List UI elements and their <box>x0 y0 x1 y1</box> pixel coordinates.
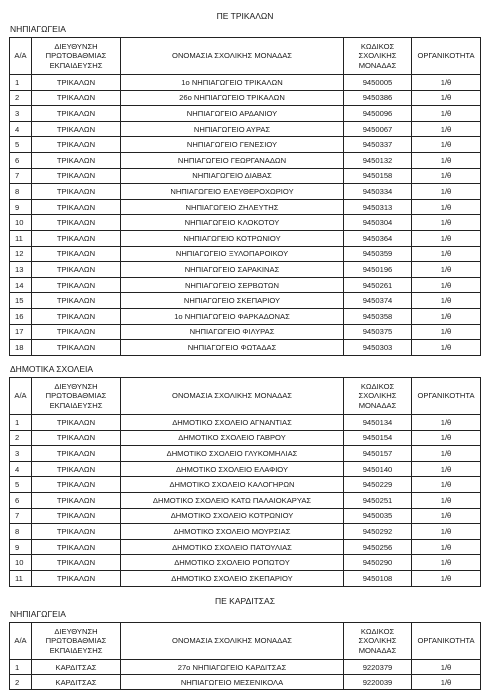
cell-directorate: ΤΡΙΚΑΛΩΝ <box>32 415 121 431</box>
cell-school-name: ΝΗΠΙΑΓΩΓΕΙΟ ΦΙΛΥΡΑΣ <box>121 324 344 340</box>
cell-code: 9450108 <box>344 570 412 586</box>
cell-code: 9450313 <box>344 199 412 215</box>
cell-num: 6 <box>10 492 32 508</box>
header-code: ΚΩΔΙΚΟΣ ΣΧΟΛΙΚΗΣ ΜΟΝΑΔΑΣ <box>344 623 412 660</box>
cell-num: 14 <box>10 277 32 293</box>
header-num: Α/Α <box>10 378 32 415</box>
cell-num: 4 <box>10 121 32 137</box>
cell-code: 9450303 <box>344 340 412 356</box>
table-row <box>10 492 481 508</box>
cell-school-name: ΝΗΠΙΑΓΩΓΕΙΟ ΚΛΟΚΟΤΟΥ <box>121 215 344 231</box>
cell-num: 11 <box>10 230 32 246</box>
cell-code: 9220039 <box>344 675 412 690</box>
cell-num: 13 <box>10 262 32 278</box>
cell-directorate: ΤΡΙΚΑΛΩΝ <box>32 492 121 508</box>
cell-code: 9450005 <box>344 75 412 91</box>
cell-organikotita: 1/θ <box>412 539 481 555</box>
table-row <box>10 570 481 586</box>
cell-num: 1 <box>10 415 32 431</box>
cell-num: 10 <box>10 215 32 231</box>
cell-organikotita: 1/θ <box>412 106 481 122</box>
header-num: Α/Α <box>10 38 32 75</box>
table-row <box>10 555 481 571</box>
cell-school-name: ΔΗΜΟΤΙΚΟ ΣΧΟΛΕΙΟ ΓΑΒΡΟΥ <box>121 430 344 446</box>
cell-code: 9450096 <box>344 106 412 122</box>
karditsa-kindergartens-table <box>9 622 481 690</box>
cell-directorate: ΚΑΡΔΙΤΣΑΣ <box>32 660 121 675</box>
trikala-heading: ΠΕ ΤΡΙΚΑΛΩΝ <box>216 11 274 21</box>
cell-school-name: ΝΗΠΙΑΓΩΓΕΙΟ ΣΑΡΑΚΙΝΑΣ <box>121 262 344 278</box>
trikala-primary-table <box>9 377 481 587</box>
header-organikotita: ΟΡΓΑΝΙΚΟΤΗΤΑ <box>412 623 481 660</box>
table-row <box>10 106 481 122</box>
cell-school-name: 1ο ΝΗΠΙΑΓΩΓΕΙΟ ΤΡΙΚΑΛΩΝ <box>121 75 344 91</box>
cell-school-name: ΔΗΜΟΤΙΚΟ ΣΧΟΛΕΙΟ ΠΑΤΟΥΛΙΑΣ <box>121 539 344 555</box>
cell-num: 4 <box>10 461 32 477</box>
cell-directorate: ΤΡΙΚΑΛΩΝ <box>32 168 121 184</box>
cell-organikotita: 1/θ <box>412 184 481 200</box>
cell-school-name: 1ο ΝΗΠΙΑΓΩΓΕΙΟ ΦΑΡΚΑΔΟΝΑΣ <box>121 308 344 324</box>
cell-organikotita: 1/θ <box>412 524 481 540</box>
cell-organikotita: 1/θ <box>412 415 481 431</box>
cell-organikotita: 1/θ <box>412 215 481 231</box>
trikala-primary-title: ΔΗΜΟΤΙΚΑ ΣΧΟΛΕΙΑ <box>10 364 94 374</box>
cell-organikotita: 1/θ <box>412 675 481 690</box>
karditsa-heading: ΠΕ ΚΑΡΔΙΤΣΑΣ <box>215 596 275 606</box>
table-row <box>10 524 481 540</box>
cell-organikotita: 1/θ <box>412 324 481 340</box>
cell-organikotita: 1/θ <box>412 199 481 215</box>
cell-code: 9450359 <box>344 246 412 262</box>
cell-code: 9450035 <box>344 508 412 524</box>
cell-organikotita: 1/θ <box>412 121 481 137</box>
cell-directorate: ΤΡΙΚΑΛΩΝ <box>32 430 121 446</box>
cell-organikotita: 1/θ <box>412 555 481 571</box>
cell-organikotita: 1/θ <box>412 446 481 462</box>
cell-directorate: ΤΡΙΚΑΛΩΝ <box>32 246 121 262</box>
cell-organikotita: 1/θ <box>412 137 481 153</box>
cell-num: 2 <box>10 430 32 446</box>
table-body <box>10 415 481 587</box>
cell-num: 1 <box>10 75 32 91</box>
cell-directorate: ΤΡΙΚΑΛΩΝ <box>32 215 121 231</box>
header-code: ΚΩΔΙΚΟΣ ΣΧΟΛΙΚΗΣ ΜΟΝΑΔΑΣ <box>344 378 412 415</box>
table-row <box>10 446 481 462</box>
table-row <box>10 168 481 184</box>
cell-code: 9450374 <box>344 293 412 309</box>
cell-code: 9450375 <box>344 324 412 340</box>
cell-directorate: ΤΡΙΚΑΛΩΝ <box>32 508 121 524</box>
cell-directorate: ΤΡΙΚΑΛΩΝ <box>32 570 121 586</box>
cell-code: 9450337 <box>344 137 412 153</box>
cell-organikotita: 1/θ <box>412 477 481 493</box>
cell-code: 9450157 <box>344 446 412 462</box>
cell-school-name: ΝΗΠΙΑΓΩΓΕΙΟ ΣΕΡΒΩΤΩΝ <box>121 277 344 293</box>
cell-organikotita: 1/θ <box>412 461 481 477</box>
cell-directorate: ΤΡΙΚΑΛΩΝ <box>32 461 121 477</box>
cell-organikotita: 1/θ <box>412 430 481 446</box>
cell-num: 1 <box>10 660 32 675</box>
cell-organikotita: 1/θ <box>412 230 481 246</box>
cell-num: 3 <box>10 106 32 122</box>
cell-num: 10 <box>10 555 32 571</box>
table-row <box>10 508 481 524</box>
cell-school-name: ΝΗΠΙΑΓΩΓΕΙΟ ΓΕΩΡΓΑΝΑΔΩΝ <box>121 152 344 168</box>
table-row <box>10 675 481 690</box>
cell-school-name: ΝΗΠΙΑΓΩΓΕΙΟ ΓΕΝΕΣΙΟΥ <box>121 137 344 153</box>
cell-code: 9450304 <box>344 215 412 231</box>
cell-organikotita: 1/θ <box>412 570 481 586</box>
cell-num: 2 <box>10 90 32 106</box>
header-directorate: ΔΙΕΥΘΥΝΣΗ ΠΡΩΤΟΒΑΘΜΙΑΣ ΕΚΠΑΙΔΕΥΣΗΣ <box>32 378 121 415</box>
cell-school-name: ΝΗΠΙΑΓΩΓΕΙΟ ΑΥΡΑΣ <box>121 121 344 137</box>
table-row <box>10 121 481 137</box>
cell-directorate: ΤΡΙΚΑΛΩΝ <box>32 262 121 278</box>
cell-num: 6 <box>10 152 32 168</box>
cell-directorate: ΤΡΙΚΑΛΩΝ <box>32 340 121 356</box>
cell-school-name: ΔΗΜΟΤΙΚΟ ΣΧΟΛΕΙΟ ΓΛΥΚΟΜΗΛΙΑΣ <box>121 446 344 462</box>
cell-code: 9450386 <box>344 90 412 106</box>
table-row <box>10 199 481 215</box>
cell-school-name: ΝΗΠΙΑΓΩΓΕΙΟ ΦΩΤΑΔΑΣ <box>121 340 344 356</box>
header-num: Α/Α <box>10 623 32 660</box>
cell-code: 9450358 <box>344 308 412 324</box>
cell-organikotita: 1/θ <box>412 308 481 324</box>
header-organikotita: ΟΡΓΑΝΙΚΟΤΗΤΑ <box>412 38 481 75</box>
cell-school-name: ΔΗΜΟΤΙΚΟ ΣΧΟΛΕΙΟ ΚΟΤΡΩΝΙΟΥ <box>121 508 344 524</box>
cell-directorate: ΤΡΙΚΑΛΩΝ <box>32 137 121 153</box>
trikala-kindergartens-title: ΝΗΠΙΑΓΩΓΕΙΑ <box>10 24 66 34</box>
cell-directorate: ΤΡΙΚΑΛΩΝ <box>32 446 121 462</box>
table-row <box>10 430 481 446</box>
table-row <box>10 75 481 91</box>
cell-school-name: 27ο ΝΗΠΙΑΓΩΓΕΙΟ ΚΑΡΔΙΤΣΑΣ <box>121 660 344 675</box>
cell-organikotita: 1/θ <box>412 168 481 184</box>
header-code: ΚΩΔΙΚΟΣ ΣΧΟΛΙΚΗΣ ΜΟΝΑΔΑΣ <box>344 38 412 75</box>
cell-school-name: ΝΗΠΙΑΓΩΓΕΙΟ ΔΙΑΒΑΣ <box>121 168 344 184</box>
table-row <box>10 415 481 431</box>
cell-organikotita: 1/θ <box>412 75 481 91</box>
cell-num: 7 <box>10 508 32 524</box>
cell-num: 8 <box>10 184 32 200</box>
table-row <box>10 230 481 246</box>
cell-code: 9450067 <box>344 121 412 137</box>
cell-directorate: ΤΡΙΚΑΛΩΝ <box>32 121 121 137</box>
cell-code: 9450251 <box>344 492 412 508</box>
cell-num: 18 <box>10 340 32 356</box>
cell-num: 9 <box>10 539 32 555</box>
cell-school-name: ΔΗΜΟΤΙΚΟ ΣΧΟΛΕΙΟ ΜΟΥΡΣΙΑΣ <box>121 524 344 540</box>
table-row <box>10 152 481 168</box>
cell-code: 9450229 <box>344 477 412 493</box>
cell-organikotita: 1/θ <box>412 293 481 309</box>
cell-code: 9450292 <box>344 524 412 540</box>
cell-directorate: ΤΡΙΚΑΛΩΝ <box>32 277 121 293</box>
table-row <box>10 246 481 262</box>
cell-code: 9450140 <box>344 461 412 477</box>
cell-directorate: ΤΡΙΚΑΛΩΝ <box>32 308 121 324</box>
cell-code: 9450334 <box>344 184 412 200</box>
cell-school-name: ΔΗΜΟΤΙΚΟ ΣΧΟΛΕΙΟ ΑΓΝΑΝΤΙΑΣ <box>121 415 344 431</box>
cell-organikotita: 1/θ <box>412 152 481 168</box>
cell-code: 9450261 <box>344 277 412 293</box>
cell-school-name: ΝΗΠΙΑΓΩΓΕΙΟ ΖΗΛΕΥΤΗΣ <box>121 199 344 215</box>
cell-num: 3 <box>10 446 32 462</box>
cell-directorate: ΚΑΡΔΙΤΣΑΣ <box>32 675 121 690</box>
cell-directorate: ΤΡΙΚΑΛΩΝ <box>32 539 121 555</box>
cell-code: 9220379 <box>344 660 412 675</box>
cell-directorate: ΤΡΙΚΑΛΩΝ <box>32 477 121 493</box>
cell-directorate: ΤΡΙΚΑΛΩΝ <box>32 90 121 106</box>
table-body <box>10 75 481 356</box>
cell-num: 8 <box>10 524 32 540</box>
cell-school-name: 26ο ΝΗΠΙΑΓΩΓΕΙΟ ΤΡΙΚΑΛΩΝ <box>121 90 344 106</box>
cell-num: 5 <box>10 477 32 493</box>
table-row <box>10 660 481 675</box>
cell-organikotita: 1/θ <box>412 246 481 262</box>
table-row <box>10 477 481 493</box>
cell-directorate: ΤΡΙΚΑΛΩΝ <box>32 199 121 215</box>
cell-school-name: ΔΗΜΟΤΙΚΟ ΣΧΟΛΕΙΟ ΡΟΠΩΤΟΥ <box>121 555 344 571</box>
table-row <box>10 461 481 477</box>
cell-num: 7 <box>10 168 32 184</box>
cell-directorate: ΤΡΙΚΑΛΩΝ <box>32 230 121 246</box>
cell-school-name: ΝΗΠΙΑΓΩΓΕΙΟ ΕΛΕΥΘΕΡΟΧΩΡΙΟΥ <box>121 184 344 200</box>
cell-code: 9450290 <box>344 555 412 571</box>
cell-school-name: ΝΗΠΙΑΓΩΓΕΙΟ ΑΡΔΑΝΙΟΥ <box>121 106 344 122</box>
cell-directorate: ΤΡΙΚΑΛΩΝ <box>32 152 121 168</box>
cell-directorate: ΤΡΙΚΑΛΩΝ <box>32 184 121 200</box>
table-row <box>10 277 481 293</box>
cell-code: 9450132 <box>344 152 412 168</box>
karditsa-kindergartens-title: ΝΗΠΙΑΓΩΓΕΙΑ <box>10 609 66 619</box>
cell-school-name: ΔΗΜΟΤΙΚΟ ΣΧΟΛΕΙΟ ΣΚΕΠΑΡΙΟΥ <box>121 570 344 586</box>
table-row <box>10 308 481 324</box>
cell-organikotita: 1/θ <box>412 340 481 356</box>
cell-code: 9450134 <box>344 415 412 431</box>
header-school-name: ΟΝΟΜΑΣΙΑ ΣΧΟΛΙΚΗΣ ΜΟΝΑΔΑΣ <box>121 38 344 75</box>
table-header-row <box>10 623 481 660</box>
header-organikotita: ΟΡΓΑΝΙΚΟΤΗΤΑ <box>412 378 481 415</box>
cell-code: 9450158 <box>344 168 412 184</box>
cell-num: 16 <box>10 308 32 324</box>
cell-num: 9 <box>10 199 32 215</box>
cell-num: 15 <box>10 293 32 309</box>
cell-school-name: ΝΗΠΙΑΓΩΓΕΙΟ ΚΟΤΡΩΝΙΟΥ <box>121 230 344 246</box>
header-school-name: ΟΝΟΜΑΣΙΑ ΣΧΟΛΙΚΗΣ ΜΟΝΑΔΑΣ <box>121 623 344 660</box>
cell-school-name: ΔΗΜΟΤΙΚΟ ΣΧΟΛΕΙΟ ΚΑΤΩ ΠΑΛΑΙΟΚΑΡΥΑΣ <box>121 492 344 508</box>
table-header-row <box>10 38 481 75</box>
trikala-kindergartens-table <box>9 37 481 356</box>
header-directorate: ΔΙΕΥΘΥΝΣΗ ΠΡΩΤΟΒΑΘΜΙΑΣ ΕΚΠΑΙΔΕΥΣΗΣ <box>32 38 121 75</box>
table-row <box>10 262 481 278</box>
table-body <box>10 660 481 690</box>
cell-school-name: ΔΗΜΟΤΙΚΟ ΣΧΟΛΕΙΟ ΚΑΛΟΓΗΡΩΝ <box>121 477 344 493</box>
cell-num: 2 <box>10 675 32 690</box>
cell-organikotita: 1/θ <box>412 492 481 508</box>
cell-organikotita: 1/θ <box>412 508 481 524</box>
cell-code: 9450196 <box>344 262 412 278</box>
header-school-name: ΟΝΟΜΑΣΙΑ ΣΧΟΛΙΚΗΣ ΜΟΝΑΔΑΣ <box>121 378 344 415</box>
cell-num: 12 <box>10 246 32 262</box>
cell-num: 11 <box>10 570 32 586</box>
cell-school-name: ΝΗΠΙΑΓΩΓΕΙΟ ΜΕΣΕΝΙΚΟΛΑ <box>121 675 344 690</box>
cell-organikotita: 1/θ <box>412 660 481 675</box>
cell-directorate: ΤΡΙΚΑΛΩΝ <box>32 555 121 571</box>
table-row <box>10 137 481 153</box>
table-header-row <box>10 378 481 415</box>
cell-organikotita: 1/θ <box>412 277 481 293</box>
cell-directorate: ΤΡΙΚΑΛΩΝ <box>32 293 121 309</box>
table-row <box>10 90 481 106</box>
table-row <box>10 215 481 231</box>
table-row <box>10 340 481 356</box>
cell-directorate: ΤΡΙΚΑΛΩΝ <box>32 106 121 122</box>
cell-school-name: ΝΗΠΙΑΓΩΓΕΙΟ ΞΥΛΟΠΑΡΟΙΚΟΥ <box>121 246 344 262</box>
cell-num: 17 <box>10 324 32 340</box>
cell-directorate: ΤΡΙΚΑΛΩΝ <box>32 75 121 91</box>
cell-organikotita: 1/θ <box>412 90 481 106</box>
cell-directorate: ΤΡΙΚΑΛΩΝ <box>32 524 121 540</box>
header-directorate: ΔΙΕΥΘΥΝΣΗ ΠΡΩΤΟΒΑΘΜΙΑΣ ΕΚΠΑΙΔΕΥΣΗΣ <box>32 623 121 660</box>
table-row <box>10 324 481 340</box>
cell-code: 9450364 <box>344 230 412 246</box>
cell-code: 9450256 <box>344 539 412 555</box>
cell-school-name: ΔΗΜΟΤΙΚΟ ΣΧΟΛΕΙΟ ΕΛΑΦΙΟΥ <box>121 461 344 477</box>
cell-organikotita: 1/θ <box>412 262 481 278</box>
cell-num: 5 <box>10 137 32 153</box>
table-row <box>10 293 481 309</box>
table-row <box>10 184 481 200</box>
table-row <box>10 539 481 555</box>
cell-directorate: ΤΡΙΚΑΛΩΝ <box>32 324 121 340</box>
cell-code: 9450154 <box>344 430 412 446</box>
cell-school-name: ΝΗΠΙΑΓΩΓΕΙΟ ΣΚΕΠΑΡΙΟΥ <box>121 293 344 309</box>
